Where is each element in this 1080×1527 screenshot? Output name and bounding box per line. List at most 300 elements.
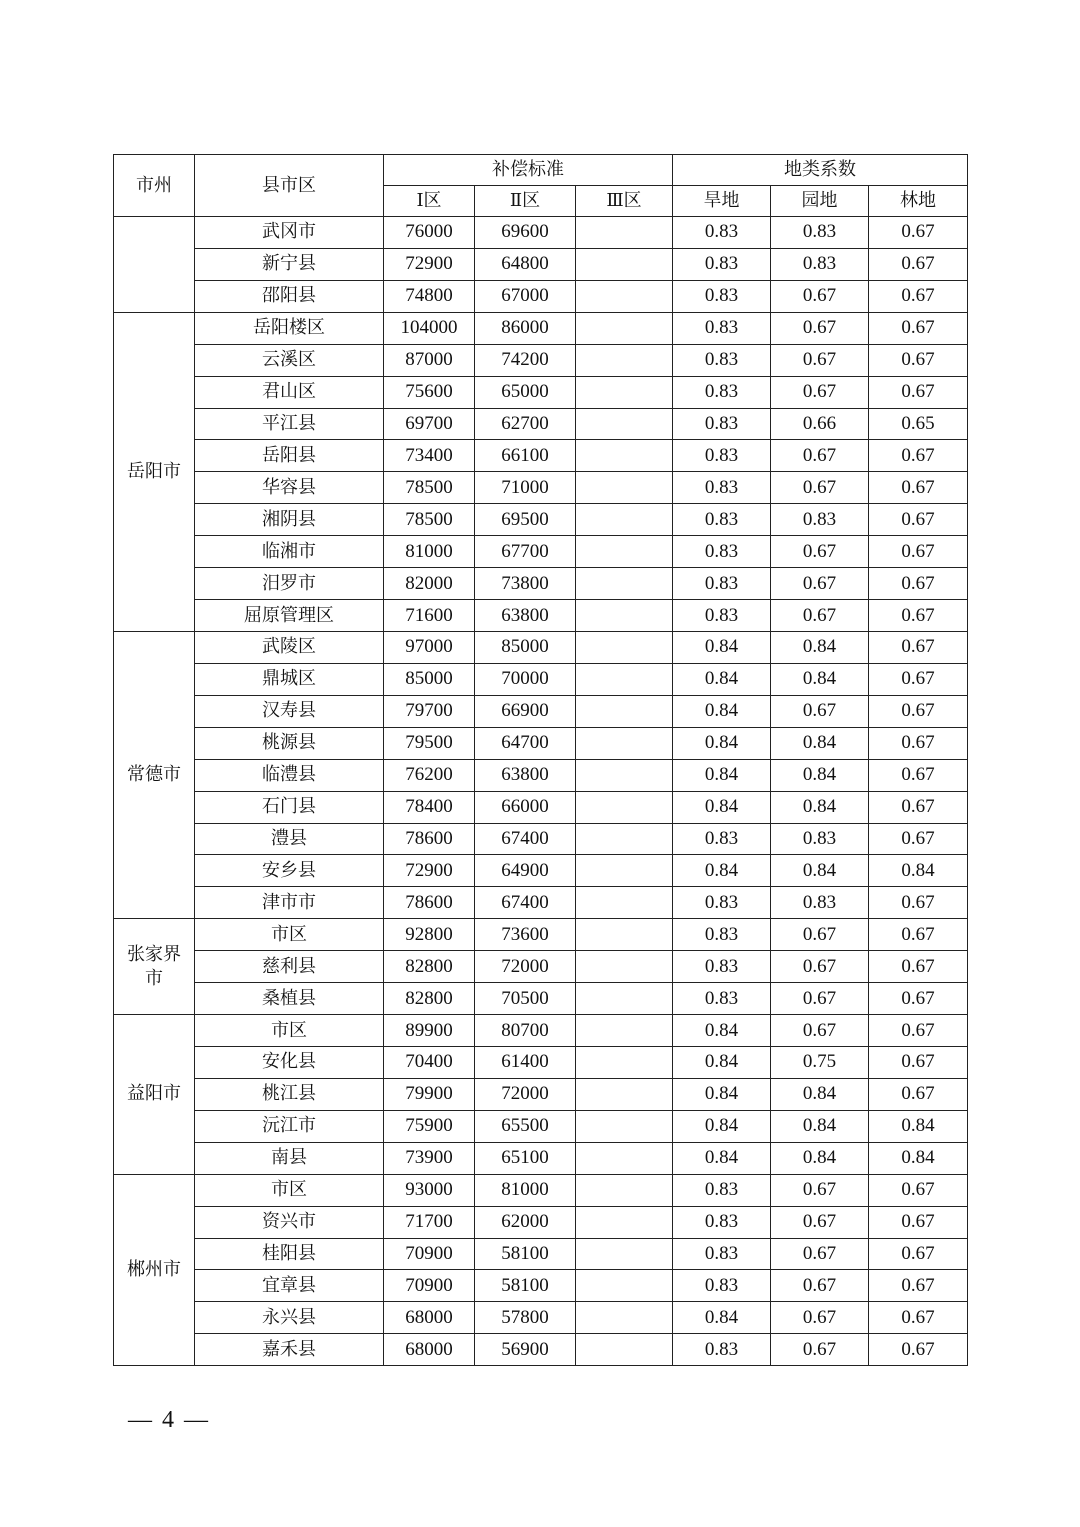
zone-2-cell: 57800 [475, 1302, 576, 1334]
forest-coef-cell: 0.84 [869, 1142, 968, 1174]
county-cell: 永兴县 [195, 1302, 384, 1334]
forest-coef-cell: 0.67 [869, 1206, 968, 1238]
county-cell: 武冈市 [195, 217, 384, 249]
table-row [114, 568, 968, 600]
table-row [114, 248, 968, 280]
zone-1-cell: 72900 [384, 248, 475, 280]
zone-2-cell: 69500 [475, 504, 576, 536]
forest-coef-cell: 0.67 [869, 1046, 968, 1078]
table-row [114, 983, 968, 1015]
dry-coef-cell: 0.84 [673, 1046, 771, 1078]
header-zone-1: Ⅰ区 [384, 186, 475, 217]
table-row [114, 759, 968, 791]
county-cell: 临湘市 [195, 536, 384, 568]
zone-2-cell: 67400 [475, 887, 576, 919]
zone-1-cell: 76200 [384, 759, 475, 791]
dry-coef-cell: 0.84 [673, 1110, 771, 1142]
county-cell: 岳阳楼区 [195, 312, 384, 344]
zone-3-cell [576, 1174, 673, 1206]
garden-coef-cell: 0.67 [771, 695, 869, 727]
zone-1-cell: 79500 [384, 727, 475, 759]
zone-1-cell: 75900 [384, 1110, 475, 1142]
zone-2-cell: 65500 [475, 1110, 576, 1142]
zone-2-cell: 73800 [475, 568, 576, 600]
garden-coef-cell: 0.84 [771, 1142, 869, 1174]
county-cell: 桂阳县 [195, 1238, 384, 1270]
zone-2-cell: 72000 [475, 1078, 576, 1110]
dry-coef-cell: 0.83 [673, 823, 771, 855]
zone-2-cell: 62000 [475, 1206, 576, 1238]
forest-coef-cell: 0.67 [869, 504, 968, 536]
county-cell: 沅江市 [195, 1110, 384, 1142]
garden-coef-cell: 0.83 [771, 823, 869, 855]
forest-coef-cell: 0.67 [869, 1015, 968, 1047]
zone-2-cell: 67400 [475, 823, 576, 855]
header-forest-land: 林地 [869, 186, 968, 217]
dry-coef-cell: 0.83 [673, 919, 771, 951]
zone-2-cell: 85000 [475, 631, 576, 663]
table-row [114, 695, 968, 727]
forest-coef-cell: 0.67 [869, 1270, 968, 1302]
county-cell: 汨罗市 [195, 568, 384, 600]
zone-2-cell: 80700 [475, 1015, 576, 1047]
table-row [114, 1302, 968, 1334]
forest-coef-cell: 0.84 [869, 855, 968, 887]
dry-coef-cell: 0.84 [673, 1142, 771, 1174]
forest-coef-cell: 0.67 [869, 887, 968, 919]
dry-coef-cell: 0.83 [673, 983, 771, 1015]
zone-2-cell: 64900 [475, 855, 576, 887]
zone-3-cell [576, 1015, 673, 1047]
garden-coef-cell: 0.84 [771, 727, 869, 759]
city-cell: 益阳市 [114, 1015, 195, 1175]
zone-3-cell [576, 568, 673, 600]
header-row-1 [114, 155, 968, 186]
zone-2-cell: 66100 [475, 440, 576, 472]
table-body [114, 217, 968, 1366]
table-row [114, 1270, 968, 1302]
zone-3-cell [576, 1334, 673, 1366]
zone-1-cell: 73900 [384, 1142, 475, 1174]
county-cell: 安乡县 [195, 855, 384, 887]
county-cell: 津市市 [195, 887, 384, 919]
zone-3-cell [576, 472, 673, 504]
table-row [114, 408, 968, 440]
forest-coef-cell: 0.67 [869, 536, 968, 568]
county-cell: 武陵区 [195, 631, 384, 663]
zone-3-cell [576, 536, 673, 568]
zone-1-cell: 97000 [384, 631, 475, 663]
header-county: 县市区 [195, 155, 384, 217]
zone-2-cell: 67000 [475, 280, 576, 312]
zone-2-cell: 69600 [475, 217, 576, 249]
zone-3-cell [576, 631, 673, 663]
table-row [114, 887, 968, 919]
zone-3-cell [576, 376, 673, 408]
garden-coef-cell: 0.75 [771, 1046, 869, 1078]
zone-1-cell: 78400 [384, 791, 475, 823]
county-cell: 资兴市 [195, 1206, 384, 1238]
zone-1-cell: 78600 [384, 887, 475, 919]
zone-3-cell [576, 1238, 673, 1270]
header-zone-2: Ⅱ区 [475, 186, 576, 217]
zone-2-cell: 64700 [475, 727, 576, 759]
zone-1-cell: 81000 [384, 536, 475, 568]
zone-3-cell [576, 791, 673, 823]
garden-coef-cell: 0.67 [771, 312, 869, 344]
zone-1-cell: 78500 [384, 504, 475, 536]
zone-3-cell [576, 759, 673, 791]
zone-2-cell: 67700 [475, 536, 576, 568]
zone-1-cell: 70900 [384, 1238, 475, 1270]
zone-2-cell: 70000 [475, 663, 576, 695]
garden-coef-cell: 0.67 [771, 600, 869, 632]
table-row [114, 1206, 968, 1238]
dry-coef-cell: 0.83 [673, 312, 771, 344]
county-cell: 君山区 [195, 376, 384, 408]
zone-1-cell: 92800 [384, 919, 475, 951]
forest-coef-cell: 0.67 [869, 1334, 968, 1366]
city-cell: 常德市 [114, 631, 195, 918]
zone-3-cell [576, 217, 673, 249]
garden-coef-cell: 0.67 [771, 1015, 869, 1047]
zone-2-cell: 63800 [475, 600, 576, 632]
dry-coef-cell: 0.83 [673, 1238, 771, 1270]
zone-2-cell: 66900 [475, 695, 576, 727]
county-cell: 屈原管理区 [195, 600, 384, 632]
zone-3-cell [576, 663, 673, 695]
forest-coef-cell: 0.67 [869, 568, 968, 600]
zone-3-cell [576, 344, 673, 376]
zone-3-cell [576, 248, 673, 280]
dry-coef-cell: 0.83 [673, 440, 771, 472]
zone-1-cell: 69700 [384, 408, 475, 440]
county-cell: 鼎城区 [195, 663, 384, 695]
garden-coef-cell: 0.67 [771, 1238, 869, 1270]
garden-coef-cell: 0.67 [771, 472, 869, 504]
zone-2-cell: 81000 [475, 1174, 576, 1206]
zone-1-cell: 85000 [384, 663, 475, 695]
county-cell: 南县 [195, 1142, 384, 1174]
forest-coef-cell: 0.67 [869, 727, 968, 759]
garden-coef-cell: 0.83 [771, 504, 869, 536]
garden-coef-cell: 0.67 [771, 1206, 869, 1238]
forest-coef-cell: 0.67 [869, 1302, 968, 1334]
garden-coef-cell: 0.67 [771, 536, 869, 568]
zone-3-cell [576, 312, 673, 344]
forest-coef-cell: 0.67 [869, 600, 968, 632]
garden-coef-cell: 0.67 [771, 568, 869, 600]
zone-2-cell: 58100 [475, 1238, 576, 1270]
forest-coef-cell: 0.67 [869, 217, 968, 249]
zone-2-cell: 58100 [475, 1270, 576, 1302]
county-cell: 嘉禾县 [195, 1334, 384, 1366]
table-row [114, 312, 968, 344]
dry-coef-cell: 0.83 [673, 951, 771, 983]
dry-coef-cell: 0.84 [673, 759, 771, 791]
dry-coef-cell: 0.84 [673, 727, 771, 759]
forest-coef-cell: 0.67 [869, 791, 968, 823]
header-dry-land: 旱地 [673, 186, 771, 217]
zone-3-cell [576, 1142, 673, 1174]
county-cell: 湘阴县 [195, 504, 384, 536]
garden-coef-cell: 0.84 [771, 1078, 869, 1110]
table-row [114, 344, 968, 376]
garden-coef-cell: 0.84 [771, 791, 869, 823]
city-cell: 岳阳市 [114, 312, 195, 631]
zone-1-cell: 104000 [384, 312, 475, 344]
dry-coef-cell: 0.84 [673, 855, 771, 887]
zone-1-cell: 73400 [384, 440, 475, 472]
county-cell: 桑植县 [195, 983, 384, 1015]
zone-1-cell: 89900 [384, 1015, 475, 1047]
garden-coef-cell: 0.67 [771, 919, 869, 951]
table-row [114, 855, 968, 887]
zone-1-cell: 71600 [384, 600, 475, 632]
header-city: 市州 [114, 155, 195, 217]
forest-coef-cell: 0.67 [869, 919, 968, 951]
dry-coef-cell: 0.83 [673, 248, 771, 280]
zone-3-cell [576, 1270, 673, 1302]
zone-1-cell: 82800 [384, 951, 475, 983]
garden-coef-cell: 0.84 [771, 631, 869, 663]
garden-coef-cell: 0.84 [771, 663, 869, 695]
zone-1-cell: 72900 [384, 855, 475, 887]
forest-coef-cell: 0.67 [869, 695, 968, 727]
table-row [114, 1142, 968, 1174]
forest-coef-cell: 0.67 [869, 312, 968, 344]
county-cell: 岳阳县 [195, 440, 384, 472]
forest-coef-cell: 0.67 [869, 631, 968, 663]
zone-2-cell: 71000 [475, 472, 576, 504]
table-row [114, 727, 968, 759]
county-cell: 市区 [195, 1015, 384, 1047]
zone-2-cell: 61400 [475, 1046, 576, 1078]
zone-1-cell: 74800 [384, 280, 475, 312]
dry-coef-cell: 0.83 [673, 887, 771, 919]
forest-coef-cell: 0.67 [869, 1238, 968, 1270]
zone-3-cell [576, 440, 673, 472]
garden-coef-cell: 0.83 [771, 248, 869, 280]
county-cell: 汉寿县 [195, 695, 384, 727]
garden-coef-cell: 0.67 [771, 280, 869, 312]
garden-coef-cell: 0.67 [771, 376, 869, 408]
forest-coef-cell: 0.67 [869, 440, 968, 472]
county-cell: 宜章县 [195, 1270, 384, 1302]
table-row [114, 1015, 968, 1047]
dry-coef-cell: 0.83 [673, 344, 771, 376]
dry-coef-cell: 0.83 [673, 376, 771, 408]
table-row [114, 217, 968, 249]
dry-coef-cell: 0.83 [673, 408, 771, 440]
table-row [114, 600, 968, 632]
zone-3-cell [576, 823, 673, 855]
zone-3-cell [576, 504, 673, 536]
dry-coef-cell: 0.83 [673, 568, 771, 600]
forest-coef-cell: 0.67 [869, 344, 968, 376]
dry-coef-cell: 0.84 [673, 1078, 771, 1110]
city-cell: 张家界市 [114, 919, 195, 1015]
garden-coef-cell: 0.84 [771, 759, 869, 791]
zone-3-cell [576, 1046, 673, 1078]
compensation-table [113, 154, 968, 1366]
table-row [114, 376, 968, 408]
county-cell: 云溪区 [195, 344, 384, 376]
table-row [114, 1046, 968, 1078]
garden-coef-cell: 0.67 [771, 440, 869, 472]
zone-1-cell: 71700 [384, 1206, 475, 1238]
dry-coef-cell: 0.83 [673, 1334, 771, 1366]
zone-3-cell [576, 727, 673, 759]
forest-coef-cell: 0.67 [869, 823, 968, 855]
zone-2-cell: 62700 [475, 408, 576, 440]
table-row [114, 919, 968, 951]
forest-coef-cell: 0.67 [869, 280, 968, 312]
county-cell: 市区 [195, 1174, 384, 1206]
zone-3-cell [576, 408, 673, 440]
zone-3-cell [576, 600, 673, 632]
county-cell: 临澧县 [195, 759, 384, 791]
zone-2-cell: 65000 [475, 376, 576, 408]
zone-2-cell: 66000 [475, 791, 576, 823]
zone-2-cell: 70500 [475, 983, 576, 1015]
zone-1-cell: 79900 [384, 1078, 475, 1110]
zone-3-cell [576, 1302, 673, 1334]
zone-3-cell [576, 919, 673, 951]
garden-coef-cell: 0.84 [771, 855, 869, 887]
county-cell: 安化县 [195, 1046, 384, 1078]
dry-coef-cell: 0.83 [673, 217, 771, 249]
zone-2-cell: 86000 [475, 312, 576, 344]
table-row [114, 280, 968, 312]
zone-2-cell: 73600 [475, 919, 576, 951]
dry-coef-cell: 0.83 [673, 1270, 771, 1302]
county-cell: 平江县 [195, 408, 384, 440]
dry-coef-cell: 0.84 [673, 791, 771, 823]
garden-coef-cell: 0.84 [771, 1110, 869, 1142]
zone-1-cell: 93000 [384, 1174, 475, 1206]
table-row [114, 1238, 968, 1270]
zone-1-cell: 68000 [384, 1334, 475, 1366]
dry-coef-cell: 0.83 [673, 504, 771, 536]
zone-1-cell: 78600 [384, 823, 475, 855]
county-cell: 市区 [195, 919, 384, 951]
zone-3-cell [576, 983, 673, 1015]
zone-1-cell: 75600 [384, 376, 475, 408]
zone-3-cell [576, 855, 673, 887]
dry-coef-cell: 0.83 [673, 600, 771, 632]
zone-1-cell: 70900 [384, 1270, 475, 1302]
garden-coef-cell: 0.67 [771, 344, 869, 376]
zone-2-cell: 72000 [475, 951, 576, 983]
dry-coef-cell: 0.84 [673, 1302, 771, 1334]
table-row [114, 1174, 968, 1206]
table-row [114, 663, 968, 695]
forest-coef-cell: 0.67 [869, 1174, 968, 1206]
forest-coef-cell: 0.67 [869, 759, 968, 791]
table-row [114, 951, 968, 983]
zone-1-cell: 82800 [384, 983, 475, 1015]
zone-3-cell [576, 1110, 673, 1142]
county-cell: 邵阳县 [195, 280, 384, 312]
garden-coef-cell: 0.67 [771, 1270, 869, 1302]
table-row [114, 1078, 968, 1110]
header-coefficient: 地类系数 [673, 155, 968, 186]
header-compensation: 补偿标准 [384, 155, 673, 186]
header-zone-3: Ⅲ区 [576, 186, 673, 217]
forest-coef-cell: 0.67 [869, 983, 968, 1015]
table-row [114, 504, 968, 536]
table-row [114, 440, 968, 472]
zone-3-cell [576, 951, 673, 983]
forest-coef-cell: 0.67 [869, 472, 968, 504]
forest-coef-cell: 0.67 [869, 248, 968, 280]
table-row [114, 791, 968, 823]
zone-1-cell: 70400 [384, 1046, 475, 1078]
dry-coef-cell: 0.84 [673, 631, 771, 663]
dry-coef-cell: 0.83 [673, 472, 771, 504]
county-cell: 桃江县 [195, 1078, 384, 1110]
garden-coef-cell: 0.83 [771, 217, 869, 249]
zone-2-cell: 65100 [475, 1142, 576, 1174]
forest-coef-cell: 0.67 [869, 663, 968, 695]
forest-coef-cell: 0.84 [869, 1110, 968, 1142]
zone-2-cell: 64800 [475, 248, 576, 280]
dry-coef-cell: 0.83 [673, 536, 771, 568]
page-number: — 4 — [128, 1407, 210, 1433]
garden-coef-cell: 0.67 [771, 983, 869, 1015]
forest-coef-cell: 0.67 [869, 1078, 968, 1110]
table-row [114, 472, 968, 504]
zone-1-cell: 78500 [384, 472, 475, 504]
county-cell: 新宁县 [195, 248, 384, 280]
dry-coef-cell: 0.84 [673, 1015, 771, 1047]
city-cell: 郴州市 [114, 1174, 195, 1366]
zone-1-cell: 68000 [384, 1302, 475, 1334]
garden-coef-cell: 0.67 [771, 1334, 869, 1366]
zone-3-cell [576, 887, 673, 919]
forest-coef-cell: 0.67 [869, 376, 968, 408]
county-cell: 慈利县 [195, 951, 384, 983]
garden-coef-cell: 0.67 [771, 1302, 869, 1334]
dry-coef-cell: 0.84 [673, 663, 771, 695]
zone-3-cell [576, 1206, 673, 1238]
dry-coef-cell: 0.83 [673, 1206, 771, 1238]
dry-coef-cell: 0.83 [673, 1174, 771, 1206]
zone-2-cell: 74200 [475, 344, 576, 376]
county-cell: 澧县 [195, 823, 384, 855]
forest-coef-cell: 0.65 [869, 408, 968, 440]
county-cell: 石门县 [195, 791, 384, 823]
garden-coef-cell: 0.66 [771, 408, 869, 440]
table-row [114, 1110, 968, 1142]
dry-coef-cell: 0.84 [673, 695, 771, 727]
garden-coef-cell: 0.67 [771, 1174, 869, 1206]
zone-3-cell [576, 695, 673, 727]
zone-3-cell [576, 280, 673, 312]
zone-1-cell: 87000 [384, 344, 475, 376]
zone-2-cell: 56900 [475, 1334, 576, 1366]
zone-2-cell: 63800 [475, 759, 576, 791]
garden-coef-cell: 0.67 [771, 951, 869, 983]
table-row [114, 536, 968, 568]
zone-3-cell [576, 1078, 673, 1110]
table-row [114, 1334, 968, 1366]
header-garden-land: 园地 [771, 186, 869, 217]
zone-1-cell: 79700 [384, 695, 475, 727]
table-row [114, 823, 968, 855]
city-cell [114, 217, 195, 313]
